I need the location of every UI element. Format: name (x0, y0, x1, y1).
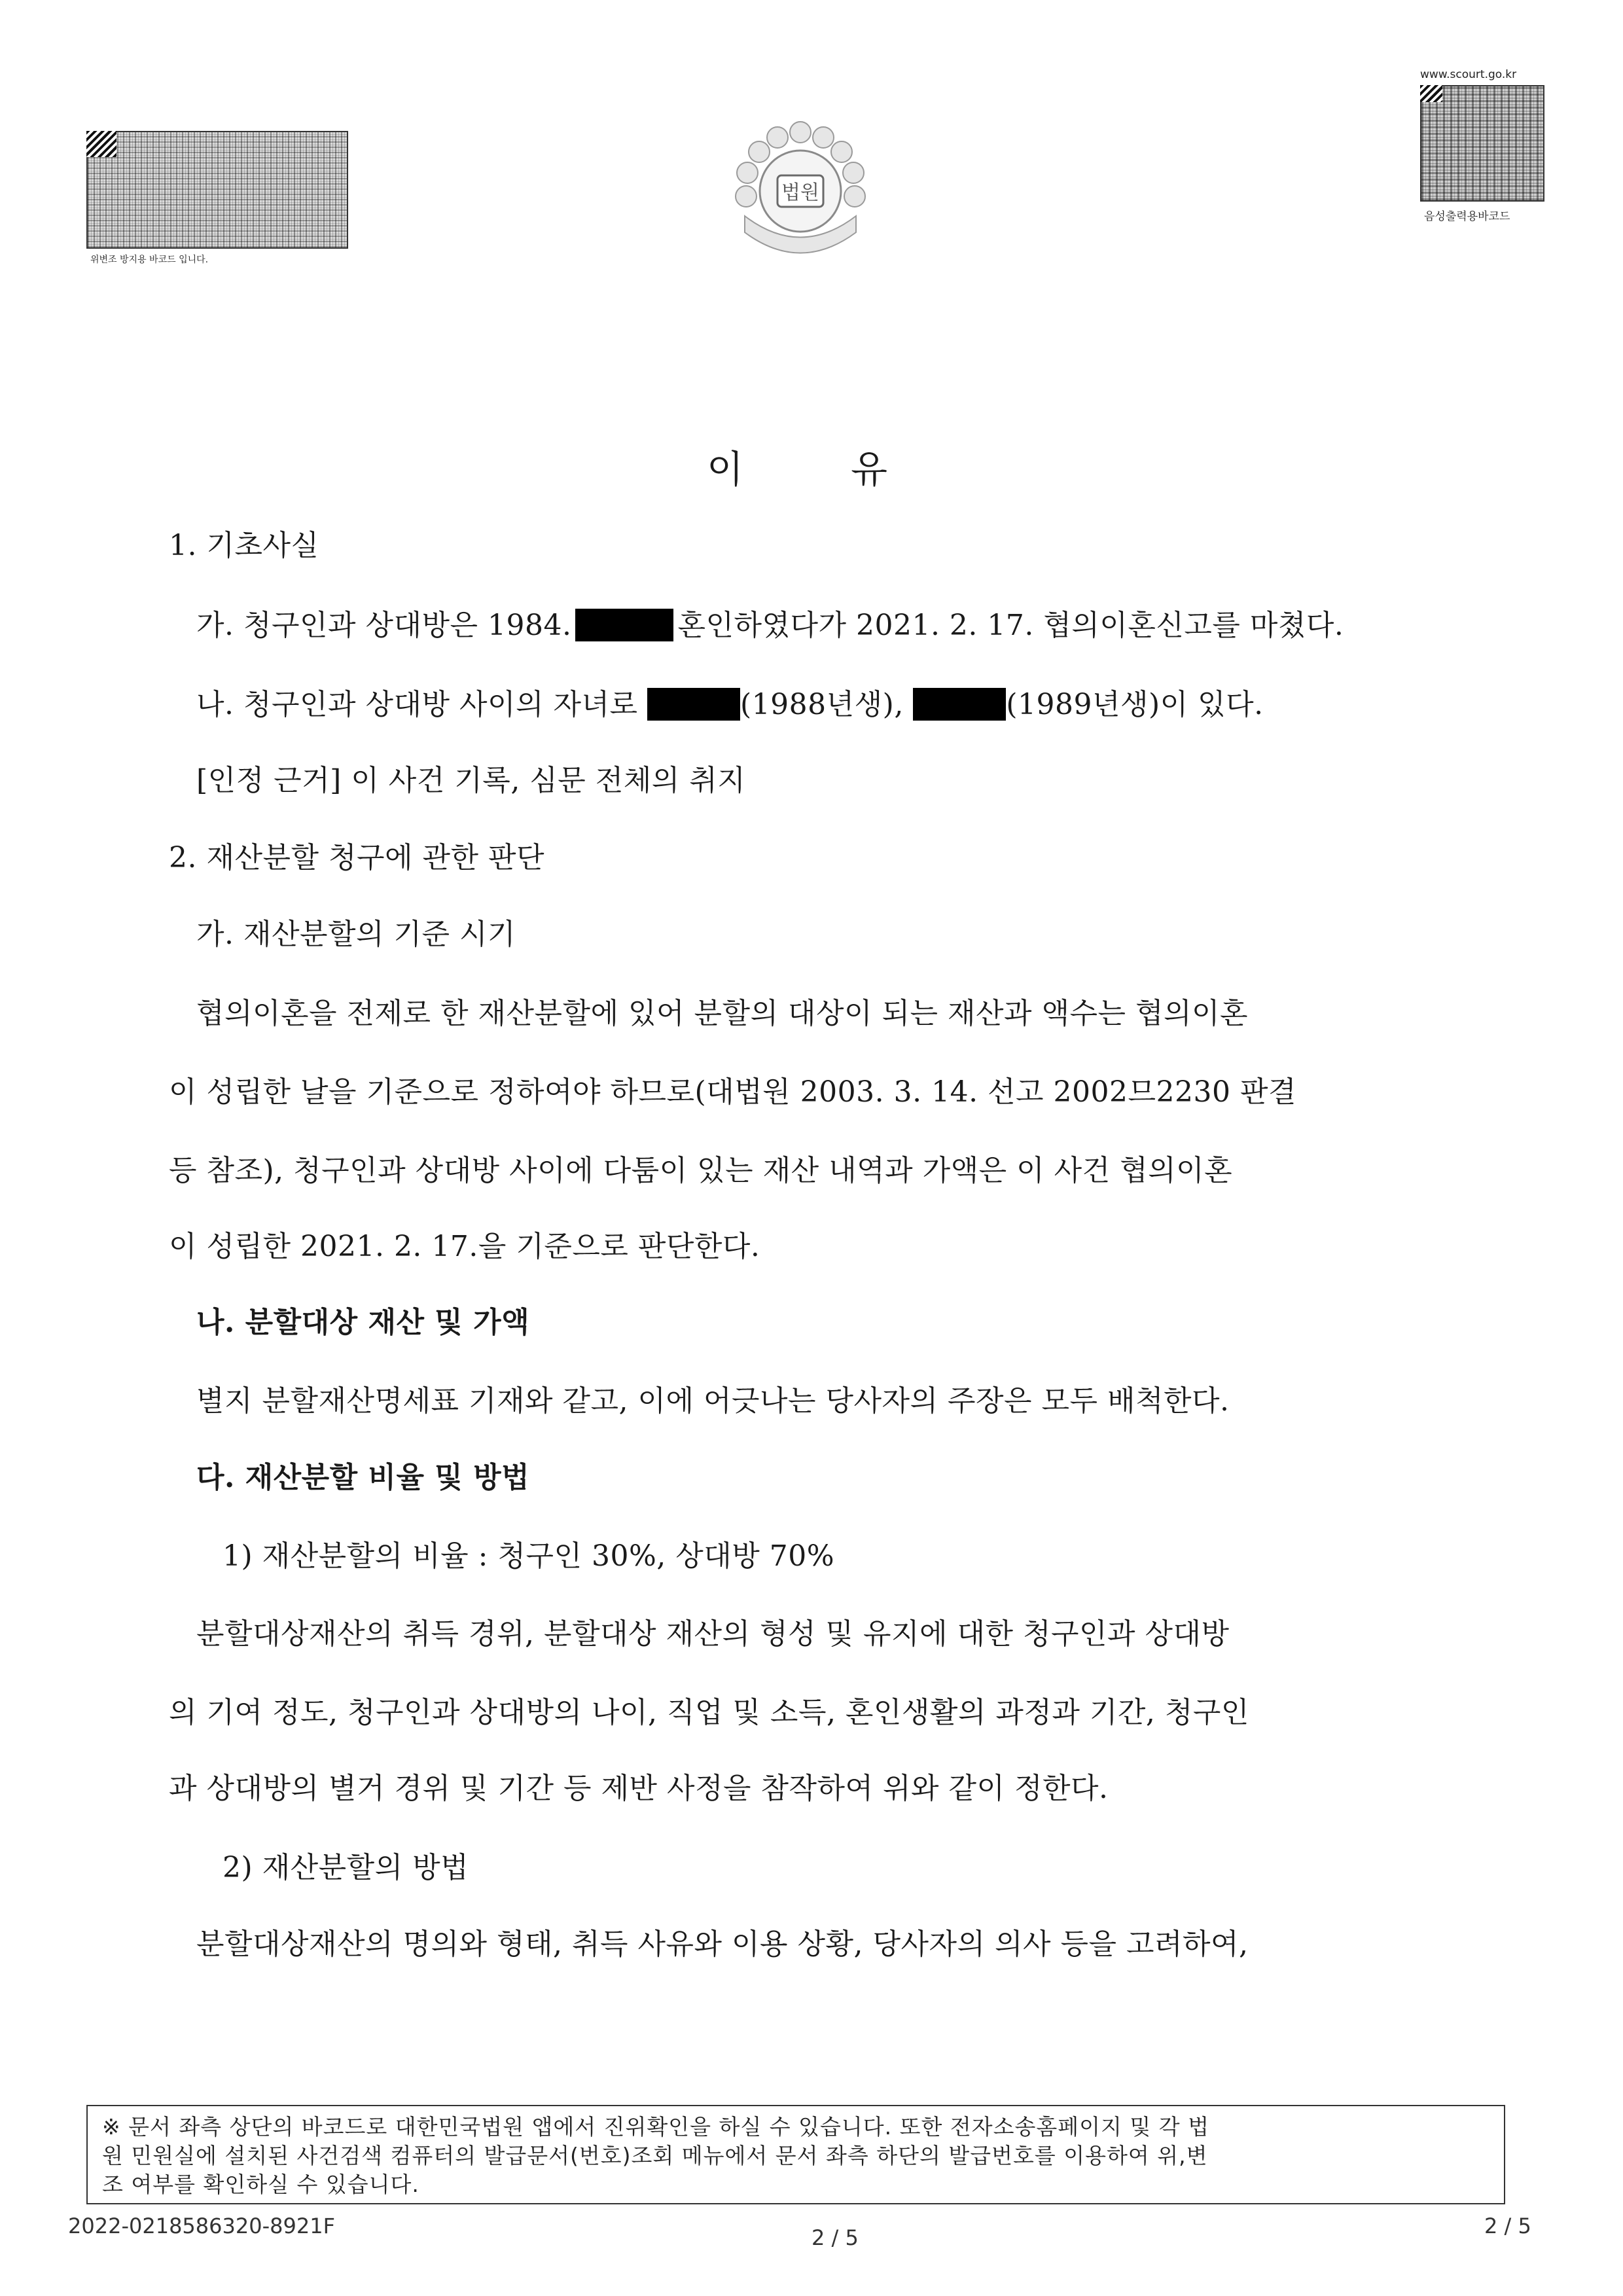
section-1-heading: 1. 기초사실 (169, 529, 319, 562)
voice-output-barcode (1420, 85, 1544, 202)
paragraph-2c1-line-2: 의 기여 정도, 청구인과 상대방의 나이, 직업 및 소득, 혼인생활의 과정과 기간, 청구인 (169, 1696, 1249, 1729)
redaction-box (913, 688, 1006, 721)
paragraph-1a-pre: 가. 청구인과 상대방은 1984. (196, 609, 572, 642)
verification-notice-box (86, 2105, 1505, 2204)
paragraph-2a-line-2: 이 성립한 날을 기준으로 정하여야 하므로(대법원 2003. 3. 14. 선고 2002므2230 판결 (169, 1075, 1296, 1109)
paragraph-1b-pre: 나. 청구인과 상대방 사이의 자녀로 (196, 688, 638, 721)
section-2c-heading: 다. 재산분할 비율 및 방법 (196, 1461, 530, 1494)
page-number-center: 2 / 5 (812, 2225, 859, 2250)
issue-number: 2022-0218586320-8921F (68, 2214, 335, 2238)
redaction-box (575, 609, 673, 641)
subsection-2c1-heading: 1) 재산분할의 비율 : 청구인 30%, 상대방 70% (223, 1539, 835, 1573)
title-char-1: 이 (707, 447, 744, 492)
section-2a-heading: 가. 재산분할의 기준 시기 (196, 918, 516, 951)
redaction-box (647, 688, 740, 721)
notice-line-1: ※ 문서 좌측 상단의 바코드로 대한민국법원 앱에서 진위확인을 하실 수 있습니다. 또한 전자소송홈페이지 및 각 법 (102, 2114, 1209, 2140)
paragraph-1b-post: (1989년생)이 있다. (1006, 688, 1264, 721)
barcode-left-caption: 위변조 방지용 바코드 입니다. (90, 255, 209, 265)
barcode-corner-mark (1420, 85, 1442, 102)
notice-line-3: 조 여부를 확인하실 수 있습니다. (102, 2172, 419, 2197)
page-number-right: 2 / 5 (1484, 2214, 1531, 2238)
paragraph-1b-mid: (1988년생), (740, 688, 904, 721)
notice-line-2: 원 민원실에 설치된 사건검색 컴퓨터의 발급문서(번호)조회 메뉴에서 문서 좌측 하단의 발급번호를 이용하여 위,변 (102, 2143, 1208, 2168)
paragraph-2b: 별지 분할재산명세표 기재와 같고, 이에 어긋나는 당사자의 주장은 모두 배척한다. (196, 1384, 1230, 1418)
section-2-heading: 2. 재산분할 청구에 관한 판단 (169, 841, 544, 874)
paragraph-1a (196, 607, 1344, 644)
court-seal-logo (725, 118, 876, 268)
title-char-2: 유 (851, 447, 888, 492)
paragraph-1a-post: 혼인하였다가 2021. 2. 17. 협의이혼신고를 마쳤다. (677, 609, 1344, 642)
seal-text: 법원 (781, 181, 819, 204)
paragraph-2a-line-1: 협의이혼을 전제로 한 재산분할에 있어 분할의 대상이 되는 재산과 액수는 협의이혼 (196, 997, 1248, 1030)
barcode-corner-mark (86, 131, 116, 157)
paragraph-1b (196, 687, 1264, 723)
paragraph-2c1-line-3: 과 상대방의 별거 경위 및 기간 등 제반 사정을 참작하여 위와 같이 정한다. (169, 1772, 1109, 1805)
paragraph-2c1-line-1: 분할대상재산의 취득 경위, 분할대상 재산의 형성 및 유지에 대한 청구인과 상대방 (196, 1617, 1230, 1651)
court-url: www.scourt.go.kr (1420, 68, 1517, 81)
subsection-2c2-heading: 2) 재산분할의 방법 (223, 1851, 469, 1884)
forgery-prevention-barcode (86, 131, 348, 249)
barcode-right-caption: 음성출력용바코드 (1424, 210, 1510, 223)
paragraph-1-basis: [인정 근거] 이 사건 기록, 심문 전체의 취지 (196, 764, 746, 797)
paragraph-2a-line-4: 이 성립한 2021. 2. 17.을 기준으로 판단한다. (169, 1230, 760, 1263)
paragraph-2a-line-3: 등 참조), 청구인과 상대방 사이에 다툼이 있는 재산 내역과 가액은 이 사건 협의이혼 (169, 1154, 1233, 1187)
paragraph-2c2-line-1: 분할대상재산의 명의와 형태, 취득 사유와 이용 상황, 당사자의 의사 등을 고려하여, (196, 1928, 1249, 1961)
section-2b-heading: 나. 분할대상 재산 및 가액 (196, 1306, 530, 1339)
